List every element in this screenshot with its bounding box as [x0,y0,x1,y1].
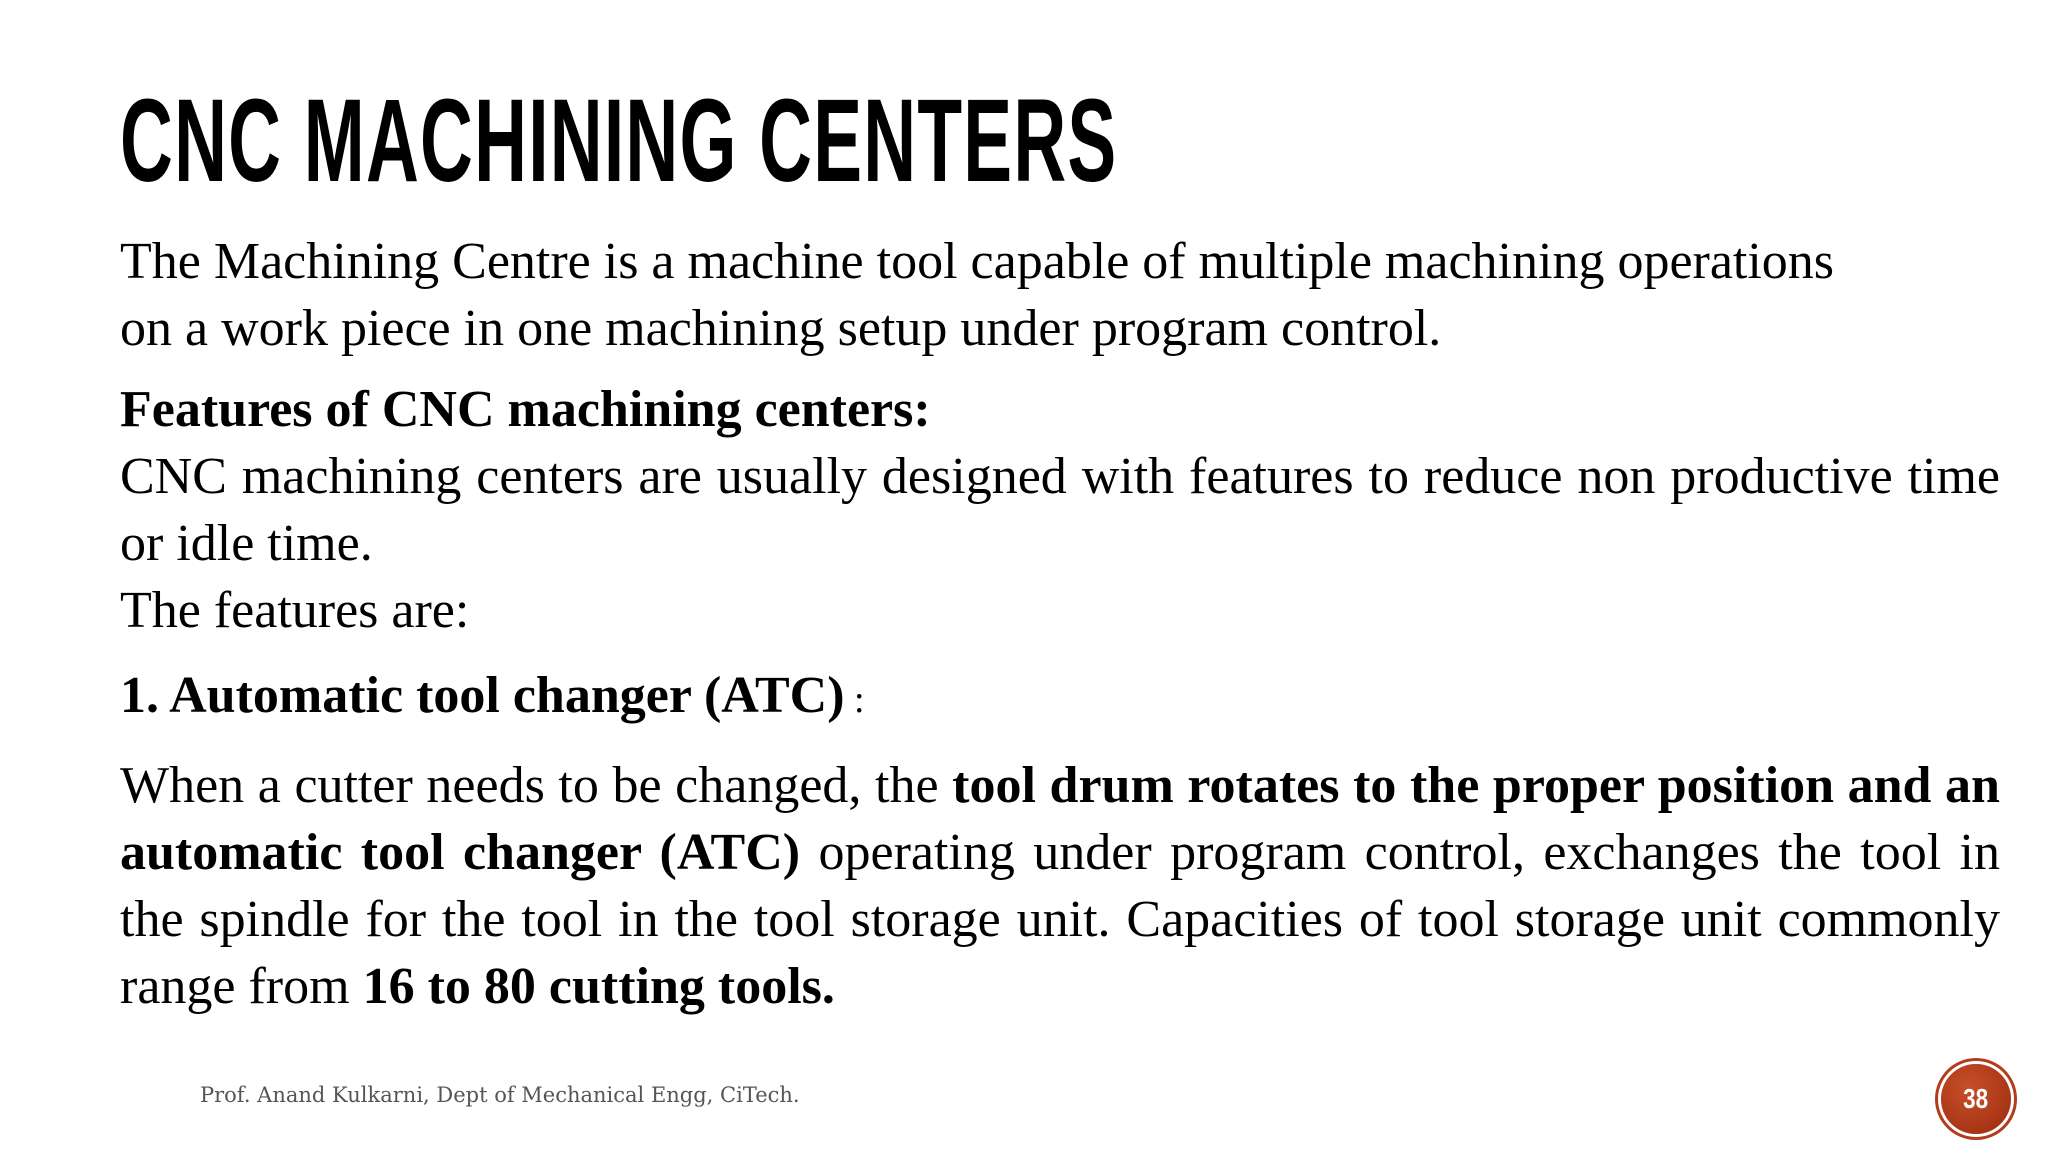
features-heading: Features of CNC machining centers: [120,381,931,438]
atc-heading-text: 1. Automatic tool changer (ATC) [120,667,845,724]
page-number-badge [1941,1064,2011,1134]
atc-paragraph [120,752,2000,1020]
intro-line-1: The Machining Centre is a machine tool capable of multiple machining operations [120,233,1835,290]
footer-credit: Prof. Anand Kulkarni, Dept of Mechanical Engg, CiTech. [200,1083,800,1107]
slide-body [120,228,2000,1020]
atc-item-heading [120,662,2000,734]
features-description: CNC machining centers are usually designed with features to reduce non productive time or idle time. [120,448,2000,572]
atc-text-part-1: When a cutter needs to be changed, the [120,757,953,814]
slide-title: CNC MACHINING CENTERS [120,75,1118,207]
intro-line-2: on a work piece in one machining setup under program control. [120,300,1442,357]
atc-heading-colon: : [844,679,865,721]
features-are-label: The features are: [120,582,470,639]
page-number: 38 [1963,1083,1989,1114]
atc-bold-phrase-1: tool drum rotates to the proper position and an automatic tool changer (ATC) [120,757,2000,881]
atc-bold-phrase-2: 16 to 80 cutting tools. [362,958,835,1015]
atc-text-part-2: operating under program control, exchanges the tool in the spindle for the tool in the tool storage unit. Capacities of tool storage unit commonly range from [120,824,2000,1015]
